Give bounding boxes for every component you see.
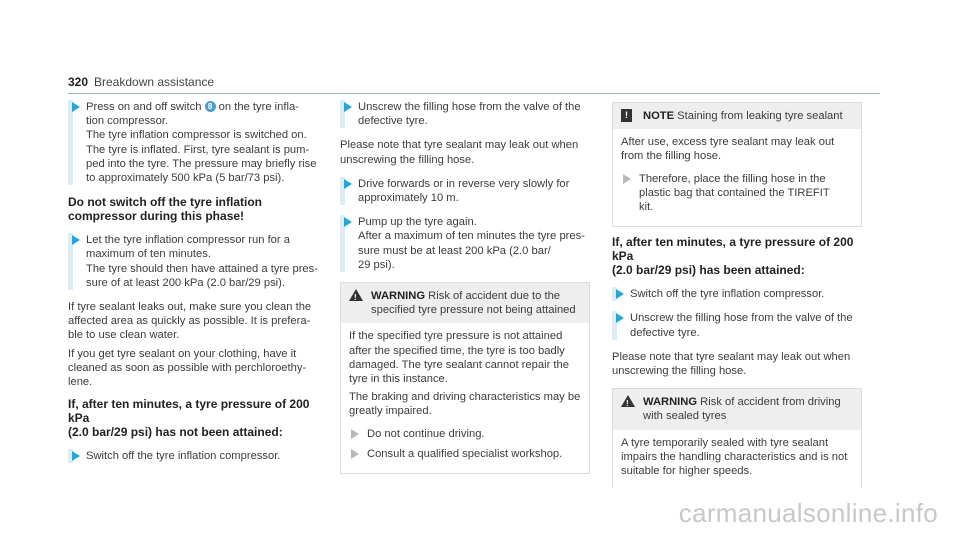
note-title: Staining from leaking tyre sealant xyxy=(674,110,843,122)
arrow-bullet-icon xyxy=(72,102,80,112)
warning-header xyxy=(341,283,589,323)
step-text: Drive forwards or in reverse very slowly for approximately 10 m. xyxy=(358,177,570,205)
warning-header xyxy=(613,389,861,429)
note-text: After use, excess tyre sealant may leak out from the filling hose. xyxy=(621,136,835,163)
section-title: Breakdown assistance xyxy=(94,75,215,89)
note-body xyxy=(613,129,861,226)
warning-triangle-icon xyxy=(621,395,635,407)
step-text: Switch off the tyre inflation compressor. xyxy=(630,288,825,301)
arrow-bullet-icon xyxy=(351,429,359,439)
warning-title: Risk of accident due to the specified tyre pressure not being attained xyxy=(371,290,576,317)
step-text: Let the tyre inflation compressor run for a maximum of ten minutes. The tyre should then have attained a tyre pres- sure of at least 200 kPa (2.0 bar/29 psi). xyxy=(86,234,318,289)
step-text: Consult a qualified specialist workshop. xyxy=(367,447,563,460)
paragraph-clothing: If you get tyre sealant on your clothing, have it cleaned as soon as possible with perchloroethy- lene. xyxy=(68,347,307,389)
column-1 xyxy=(68,100,318,473)
exclamation-icon: ! xyxy=(621,109,632,122)
warning-body xyxy=(341,323,589,473)
arrow-bullet-icon xyxy=(344,102,352,112)
column-3 xyxy=(612,100,862,496)
warning-box xyxy=(612,388,862,488)
arrow-bullet-icon xyxy=(72,451,80,461)
heading-do-not-switch-off: Do not switch off the tyre inflation compressor during this phase! xyxy=(68,195,262,224)
arrow-bullet-icon xyxy=(344,217,352,227)
step-switch-off xyxy=(68,449,318,463)
note-keyword: NOTE xyxy=(643,110,675,122)
step-text: Unscrew the filling hose from the valve of the defective tyre. xyxy=(630,312,853,339)
warning-box xyxy=(340,282,590,474)
arrow-bullet-icon xyxy=(351,449,359,459)
step-text: Unscrew the filling hose from the valve of the defective tyre. xyxy=(358,101,581,128)
warning-triangle-icon xyxy=(349,289,363,301)
step-pump-again xyxy=(340,215,590,272)
note-box xyxy=(612,102,862,227)
heading-attained: If, after ten minutes, a tyre pressure of 200 kPa (2.0 bar/29 psi) has been attained: xyxy=(612,235,854,278)
step-text-after: on the tyre infla- tion compressor. The tyre inflation compressor is switched on. The tyre is inflated. First, tyre sealant is pum- ped into the tyre. The pressure may briefly rise to approximately 500 kPa (5 bar/73 psi). xyxy=(86,101,317,185)
warning-step-1 xyxy=(349,427,581,441)
step-text: Pump up the tyre again. After a maximum of ten minutes the tyre pres- sure must be at least 200 kPa (2.0 bar/ 29 psi). xyxy=(358,216,585,271)
warning-keyword: WARNING xyxy=(371,290,426,303)
warning-text: A tyre temporarily sealed with tyre sealant impairs the handling characteristics and is not suitable for higher speeds. xyxy=(621,436,848,478)
step-text: Therefore, place the filling hose in the plastic bag that contained the TIREFIT kit. xyxy=(639,172,830,214)
step-text-before: Press on and off switch xyxy=(86,101,205,113)
column-2 xyxy=(340,100,590,482)
arrow-bullet-icon xyxy=(616,313,624,323)
warning-step-2 xyxy=(349,447,581,461)
step-text: Switch off the tyre inflation compressor. xyxy=(86,450,281,463)
note-header xyxy=(613,103,861,129)
arrow-bullet-icon xyxy=(344,179,352,189)
step-let-run xyxy=(68,233,318,290)
page-number: 320 xyxy=(68,75,89,89)
warning-keyword: WARNING xyxy=(643,396,698,409)
step-press-switch xyxy=(68,100,318,185)
switch-8-icon: 8 xyxy=(205,101,216,112)
note-step xyxy=(621,172,853,215)
step-text: Do not continue driving. xyxy=(367,427,485,440)
warning-body xyxy=(613,430,861,489)
warning-title: Risk of accident from driving with sealed tyres xyxy=(643,396,841,423)
step-drive xyxy=(340,177,590,205)
paragraph-leak-note: Please note that tyre sealant may leak out when unscrewing the filling hose. xyxy=(612,350,851,378)
arrow-bullet-icon xyxy=(616,289,624,299)
warning-text-2: The braking and driving characteristics may be greatly impaired. xyxy=(349,391,581,418)
heading-not-attained: If, after ten minutes, a tyre pressure of 200 kPa (2.0 bar/29 psi) has not been attained: xyxy=(68,397,310,440)
watermark: carmanualsonline.info xyxy=(678,498,938,528)
paragraph-leak: If tyre sealant leaks out, make sure you clean the affected area as quickly as possible. It is prefera- ble to use clean water. xyxy=(68,301,312,342)
warning-text-1: If the specified tyre pressure is not attained after the specified time, the tyre is too badly damaged. The tyre sealant cannot repair the tyre in this instance. xyxy=(349,330,569,386)
step-unscrew-hose xyxy=(340,100,590,128)
arrow-bullet-icon xyxy=(72,235,80,245)
paragraph-leak-note: Please note that tyre sealant may leak out when unscrewing the filling hose. xyxy=(340,139,579,166)
arrow-bullet-icon xyxy=(623,174,631,184)
step-unscrew-hose xyxy=(612,311,862,339)
page-header xyxy=(68,75,880,94)
step-switch-off-compressor xyxy=(612,287,862,301)
